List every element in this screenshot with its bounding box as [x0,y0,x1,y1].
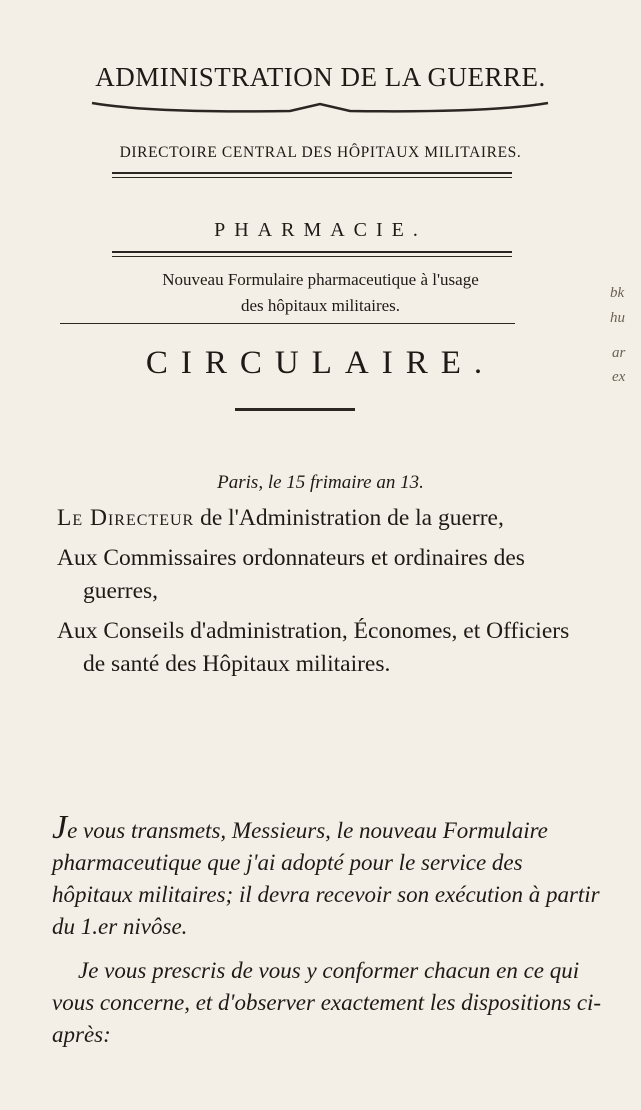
header-subtitle: DIRECTOIRE CENTRAL DES HÔPITAUX MILITAIRES. [119,144,522,161]
address-block [57,502,597,688]
drop-cap: J [52,809,68,846]
circular-body [52,809,607,1063]
margin-note-2: hu [610,310,625,326]
address-line-3-rest: Aux Conseils d'administration, Économes, et Officiers de santé des Hôpitaux militaires. [57,618,570,677]
notice-line-2: des hôpitaux militaires. [240,296,401,315]
short-rule [235,408,355,411]
header-title: ADMINISTRATION DE LA GUERRE. [95,62,546,92]
notice [0,267,641,319]
margin-note-4: ex [612,369,626,385]
double-rule-top [112,172,512,178]
body-paragraph-1-text: e vous transmets, Messieurs, le nouveau Formulaire pharmaceutique que j'ai adopté pour le service des hôpitaux militaires; il devra recevoir son exécution à partir du 1.er nivôse. [52,818,600,939]
address-line-2-rest: Aux Commissaires ordonnateurs et ordinaires des guerres, [57,545,525,604]
address-line-3 [57,615,597,681]
body-paragraph-1 [52,809,607,943]
address-line-1-lead: Le Directeur [57,505,195,531]
margin-note-1: bk [610,285,625,301]
address-line-1-rest: de l'Administration de la guerre, [194,505,504,531]
margin-note-3: ar [612,345,626,361]
document-type: CIRCULAIRE. [145,345,496,381]
body-paragraph-2: Je vous prescris de vous y conformer chacun en ce qui vous concerne, et d'observer exactement les dispositions ci-après: [52,958,602,1047]
ornamental-rule [90,100,550,116]
rule-under-notice [60,323,515,324]
section-name: PHARMACIE. [214,219,427,241]
notice-line-1: Nouveau Formulaire pharmaceutique à l'usage [162,270,479,289]
double-rule-section [112,251,512,257]
address-line-2 [57,542,597,608]
document-date: Paris, le 15 frimaire an 13. [217,472,424,493]
address-line-1 [57,502,597,535]
